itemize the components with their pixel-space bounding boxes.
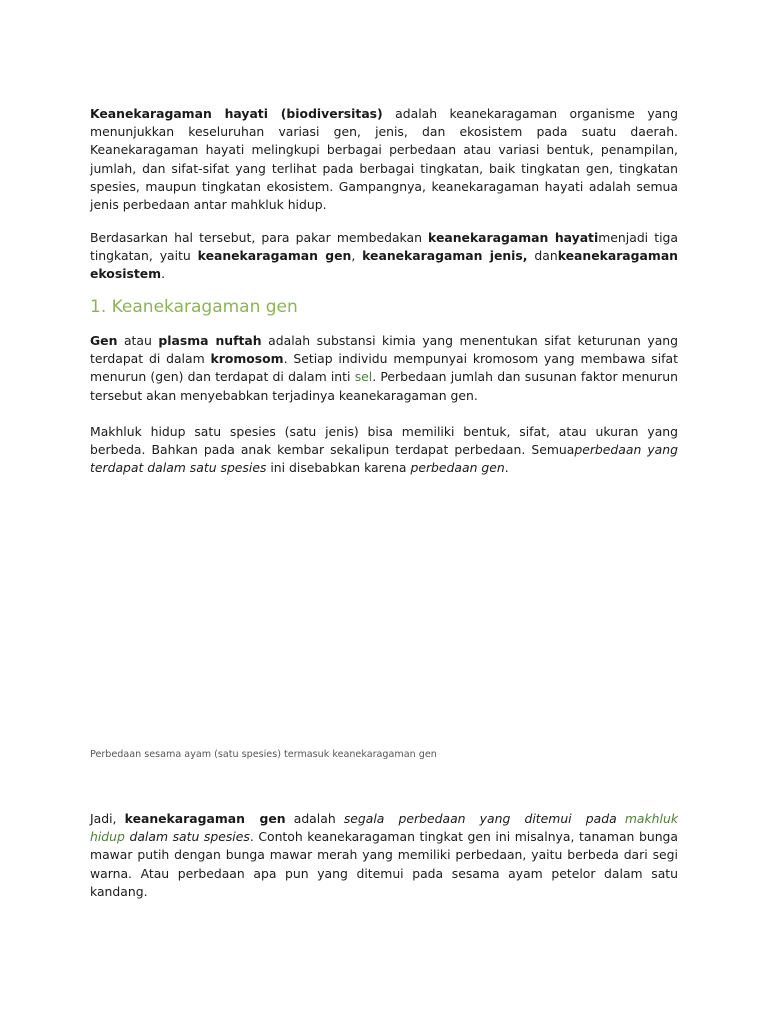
p5-text-1: Jadi,	[90, 811, 125, 826]
p3-bold-plasma: plasma nuftah	[158, 333, 262, 348]
paragraph-three-levels	[90, 229, 678, 284]
paragraph-gene-diversity-conclusion	[90, 810, 678, 901]
p4-text-2: ini disebabkan karena	[266, 460, 411, 476]
p2-text-2: menjadi tiga tingkatan, yaitu	[90, 230, 678, 264]
p2-bold-jenis: keanekaragaman jenis,	[362, 248, 528, 264]
p2-text-3: ,	[351, 248, 363, 264]
p4-text-3: .	[504, 460, 509, 476]
link-sel[interactable]: sel	[354, 369, 373, 385]
p2-bold-ekosistem: keanekaragaman ekosistem	[90, 248, 678, 282]
p2-text-1: Berdasarkan hal tersebut, para pakar membedakan	[90, 230, 429, 245]
p4-italic-1: perbedaan yang terdapat dalam satu spesies	[90, 442, 678, 476]
p5-text-3: . Contoh keanekaragaman tingkat gen ini misalnya, tanaman bunga mawar putih dengan bunga mawar merah yang memiliki perbedaan, yaitu berbeda dari segi warna. Atau perbedaan apa pun yang ditemui pada sesama ayam petelor dalam satu kandang.	[90, 829, 678, 899]
p4-text-1: Makhluk hidup satu spesies (satu jenis) bisa memiliki bentuk, sifat, atau ukuran yang berbeda. Bahkan pada anak kembar sekalipun terdapat perbedaan. Semua	[90, 424, 678, 458]
p3-text-1: atau	[117, 333, 159, 348]
p2-text-4: dan	[527, 248, 558, 264]
paragraph-biodiversity-definition	[90, 105, 678, 214]
link-makhluk-hidup[interactable]: makhluk hidup	[90, 811, 678, 845]
paragraph1-text: adalah keanekaragaman organisme yang menunjukkan keseluruhan variasi gen, jenis, dan ekosistem pada suatu daerah. Keanekaragaman hayati melingkupi berbagai perbedaan atau variasi bentuk, penampilan, jumlah, dan sifat-sifat yang terlihat pada berbagai tingkatan, baik tingkatan gen, tingkatan spesies, maupun tingkatan ekosistem. Gampangnya, keanekaragaman hayati adalah semua jenis perbedaan antar mahkluk hidup.	[90, 106, 678, 213]
paragraph-species-variation	[90, 423, 678, 478]
p3-text-4: . Perbedaan jumlah dan susunan faktor menurun tersebut akan menyebabkan terjadinya keanekaragaman gen.	[90, 369, 678, 403]
p3-bold-kromosom: kromosom	[210, 351, 284, 367]
p3-bold-gen: Gen	[90, 333, 118, 348]
p4-italic-2: perbedaan gen	[410, 460, 505, 476]
p3-text-2: adalah substansi kimia yang menentukan sifat keturunan yang terdapat di dalam	[90, 333, 679, 367]
p2-text-5: .	[161, 266, 166, 282]
p5-text-2: adalah	[285, 811, 344, 826]
image-caption: Perbedaan sesama ayam (satu spesies) termasuk keanekaragaman gen	[90, 749, 437, 760]
p2-bold-hayati: keanekaragaman hayati	[428, 230, 599, 245]
paragraph-gene-definition	[90, 332, 678, 405]
p3-text-3: . Setiap individu mempunyai kromosom yang membawa sifat menurun (gen) dan terdapat di dalam inti	[90, 351, 678, 385]
p5-italic-2: dalam satu spesies	[124, 829, 250, 845]
term-biodiversity: Keanekaragaman hayati (biodiversitas)	[90, 106, 383, 121]
p2-bold-gen: keanekaragaman gen	[197, 248, 352, 264]
p5-bold-keanekaragaman-gen: keanekaragaman gen	[124, 811, 286, 826]
p5-italic-1: segala perbedaan yang ditemui pada	[343, 811, 617, 826]
section-heading-gene-diversity: 1. Keanekaragaman gen	[90, 297, 298, 317]
